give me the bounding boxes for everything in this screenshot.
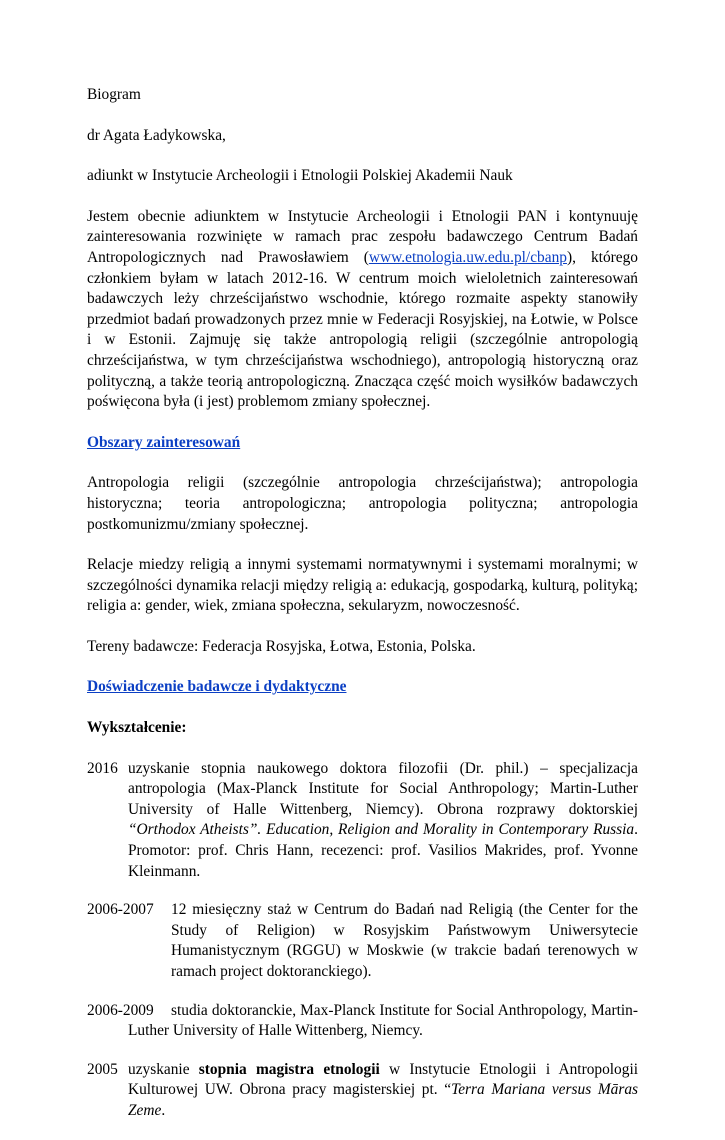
biogram-title: Biogram xyxy=(87,86,141,103)
author-name: dr Agata Ładykowska, xyxy=(87,126,226,144)
cbanp-link[interactable]: www.etnologia.uw.edu.pl/cbanp xyxy=(368,248,567,266)
entry-text-continued: . Promotor: prof. Chris Hann, recezenci: prof. Vasilios Makrides, prof. Yvonne Kleinmann. xyxy=(128,821,638,880)
entry-text: uzyskanie stopnia naukowego doktora filozofii (Dr. phil.) – specjalizacja antropologia (Max-Planck Institute for Social Anthropology; Martin-Luther University of Halle Wittenberg, Niemcy). Obrona rozprawy doktorskiej xyxy=(128,759,638,818)
entry-thesis-title: “Orthodox Atheists”. Education, Religion and Morality in Contemporary Russia xyxy=(128,821,635,839)
entry-text: uzyskanie xyxy=(128,1060,199,1078)
education-entry-2006-2007 xyxy=(87,900,638,982)
entry-year: 2005 xyxy=(87,1060,118,1078)
interests-paragraph-1: Antropologia religii (szczególnie antropologia chrześcijaństwa); antropologia historyczna; teoria antropologiczna; antropologia polityczna; antropologia postkomunizmu/zmiany społecznej. xyxy=(87,474,638,533)
entry-text-continued: w Instytucie Etnologii i Antropologii Kulturowej UW. Obrona pracy magisterskiej pt. “ xyxy=(128,1060,639,1099)
entry-degree: stopnia magistra etnologii xyxy=(198,1060,380,1078)
education-entry-2005 xyxy=(87,1060,638,1122)
intro-text-1: Jestem obecnie adiunktem w Instytucie Archeologii i Etnologii PAN i kontynuuję zainteresowania rozwinięte w ramach prac zespołu badawczego Centrum Badań Antropologicznych nad Prawosławiem ( xyxy=(87,207,638,266)
fieldwork-paragraph: Tereny badawcze: Federacja Rosyjska, Łotwa, Estonia, Polska. xyxy=(87,637,476,655)
author-position: adiunkt w Instytucie Archeologii i Etnologii Polskiej Akademii Nauk xyxy=(87,167,513,185)
entry-year: 2006-2009 xyxy=(87,1001,154,1019)
intro-text-2: ), którego członkiem byłam w latach 2012-16. W centrum moich wieloletnich zainteresowań badawczych leży chrześcijaństwo wschodnie, którego rozmaite aspekty stanowiły przedmiot badań prowadzonych przez mnie w Federacji Rosyjskiej, na Łotwie, w Polsce i w Estonii. Zajmuję się także antropologią religii (szczególnie antropologią chrześcijaństwa, w tym chrześcijaństwa wschodniego), antropologią historyczną oraz polityczną, a także teorią antropologiczną. Znacząca część moich wysiłków badawczych poświęcona była (i jest) problemom zmiany społecznej. xyxy=(87,248,638,411)
entry-year: 2006-2007 xyxy=(87,901,154,919)
interests-heading-link[interactable]: Obszary zainteresowań xyxy=(87,433,241,451)
interests-paragraph-2: Relacje miedzy religią a innymi systemami normatywnymi i systemami moralnymi; w szczególności dynamika relacji między religią a: edukacją, gospodarką, kulturą, polityką; religia a: gender, wiek, zmiana społeczna, sekularyzm, nowoczesność. xyxy=(87,556,638,615)
entry-text: studia doktoranckie, Max-Planck Institute for Social Anthropology, Martin-Luther University of Halle Wittenberg, Niemcy. xyxy=(128,1001,638,1040)
education-entry-2006-2009 xyxy=(87,1001,638,1042)
entry-year: 2016 xyxy=(87,759,118,777)
experience-heading-link[interactable]: Doświadczenie badawcze i dydaktyczne xyxy=(87,678,347,696)
entry-text: 12 miesięczny staż w Centrum do Badań nad Religią (the Center for the Study of Religion) w Rosyjskim Państwowym Uniwersytecie Humanistycznym (RGGU) w Moskwie (w trakcie badań terenowych w ramach project doktoranckiego). xyxy=(171,901,638,980)
education-entry-2016 xyxy=(87,759,638,883)
entry-thesis-title: Terra Mariana versus Māras Zeme xyxy=(128,1081,639,1119)
document-body xyxy=(87,85,638,1140)
intro-paragraph xyxy=(87,207,638,413)
education-label: Wykształcenie: xyxy=(87,719,187,737)
period-mark: . xyxy=(161,1101,166,1119)
